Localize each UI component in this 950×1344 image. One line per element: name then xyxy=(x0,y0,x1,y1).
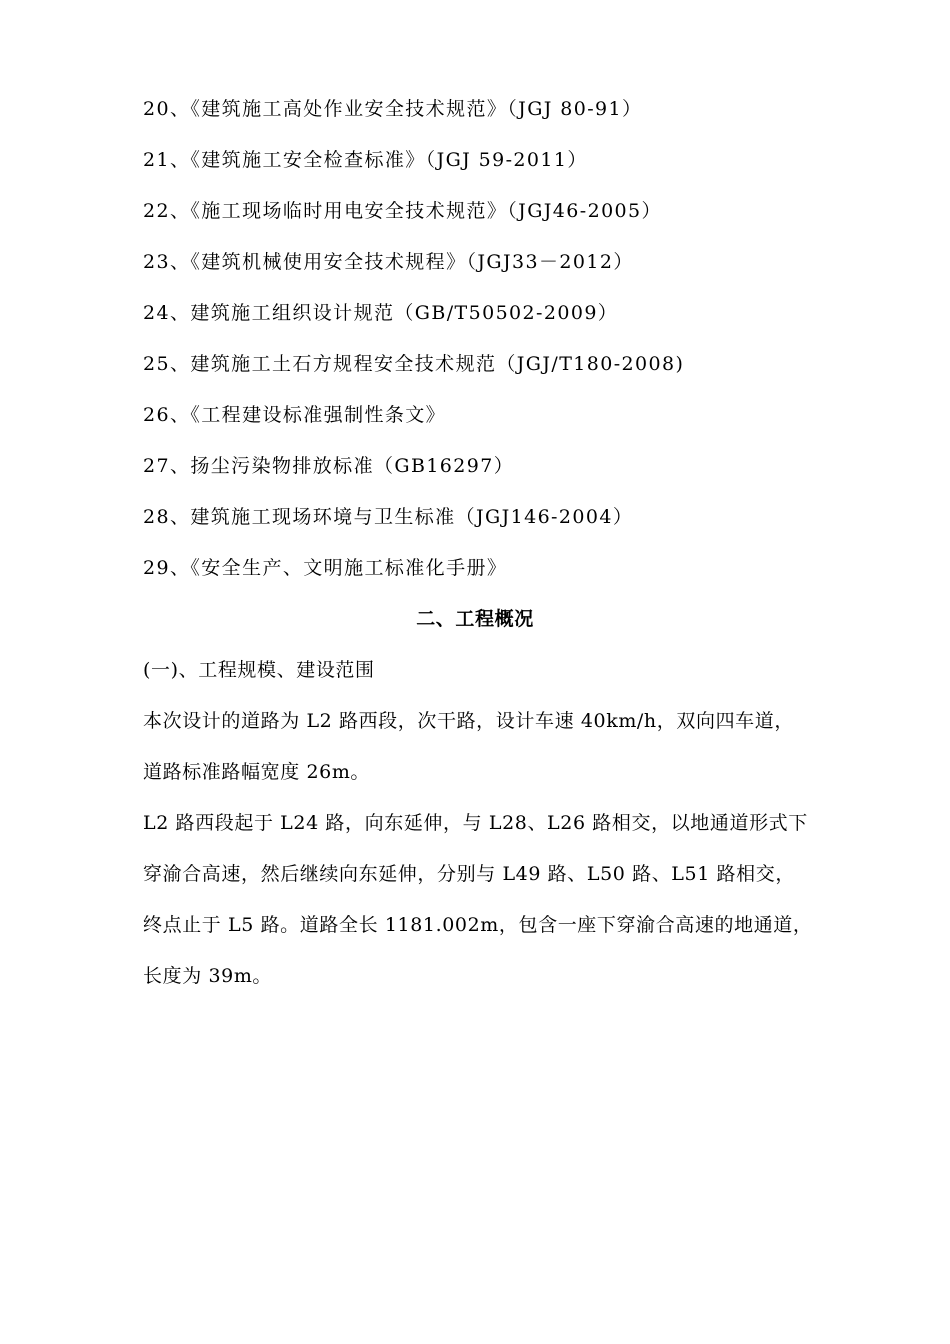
reference-item-27: 27、扬尘污染物排放标准（GB16297） xyxy=(143,455,515,477)
paragraph-line: 长度为 39m。 xyxy=(143,965,273,987)
paragraph-line: 终点止于 L5 路。道路全长 1181.002m，包含一座下穿渝合高速的地通道， xyxy=(143,914,813,936)
paragraph-line: L2 路西段起于 L24 路，向东延伸，与 L28、L26 路相交，以地通道形式下 xyxy=(143,812,808,834)
reference-item-28: 28、建筑施工现场环境与卫生标准（JGJ146-2004） xyxy=(143,506,634,528)
paragraph-line: 本次设计的道路为 L2 路西段，次干路，设计车速 40km/h，双向四车道， xyxy=(143,710,794,732)
reference-item-20: 20、《建筑施工高处作业安全技术规范》（JGJ 80-91） xyxy=(143,98,643,120)
reference-item-26: 26、《工程建设标准强制性条文》 xyxy=(143,404,447,426)
reference-item-25: 25、建筑施工土石方规程安全技术规范（JGJ/T180-2008) xyxy=(143,353,685,375)
reference-item-21: 21、《建筑施工安全检查标准》（JGJ 59-2011） xyxy=(143,149,588,171)
reference-item-29: 29、《安全生产、文明施工标准化手册》 xyxy=(143,557,508,579)
section-title: 二、工程概况 xyxy=(416,608,534,630)
paragraph-line: 道路标准路幅宽度 26m。 xyxy=(143,761,371,783)
subsection-title: (一)、工程规模、建设范围 xyxy=(143,659,375,681)
reference-item-24: 24、建筑施工组织设计规范（GB/T50502-2009） xyxy=(143,302,619,324)
paragraph-line: 穿渝合高速，然后继续向东延伸，分别与 L49 路、L50 路、L51 路相交， xyxy=(143,863,795,885)
reference-item-22: 22、《施工现场临时用电安全技术规范》（JGJ46-2005） xyxy=(143,200,662,222)
reference-item-23: 23、《建筑机械使用安全技术规程》（JGJ33－2012） xyxy=(143,251,634,273)
